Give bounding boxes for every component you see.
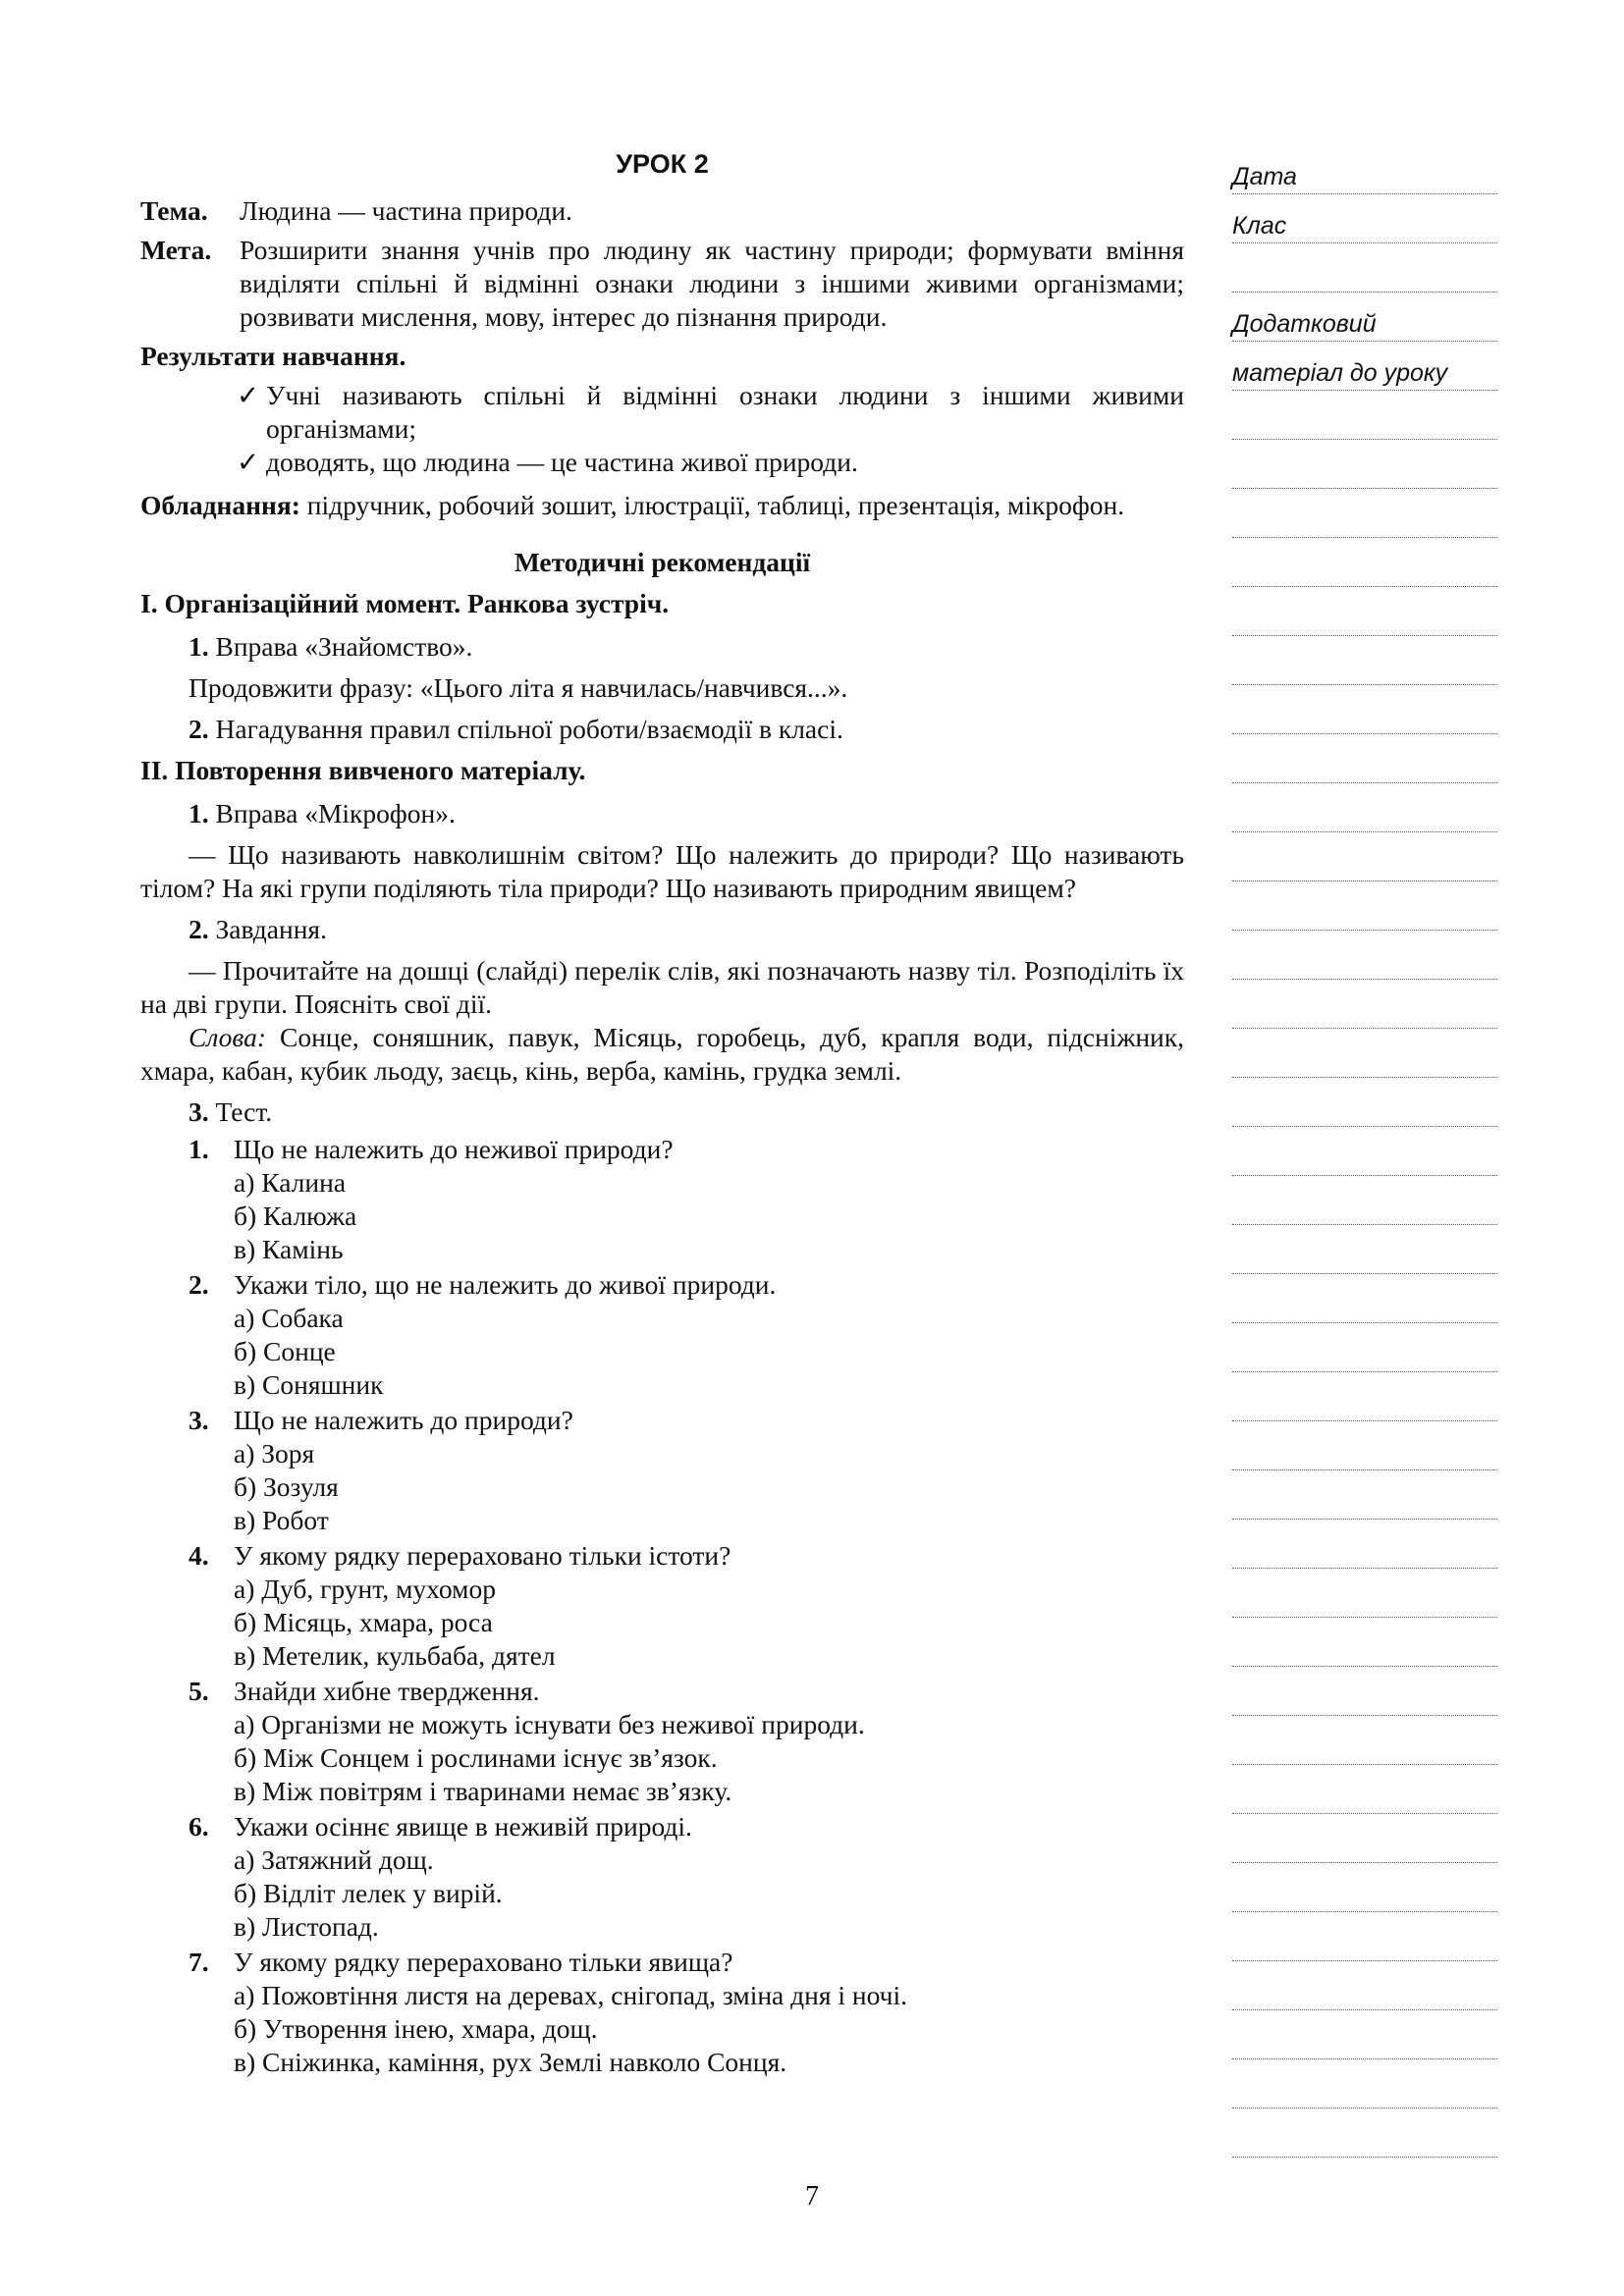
- words-label: Слова:: [189, 1022, 267, 1052]
- option-a: а) Зоря: [234, 1438, 315, 1468]
- goal-label: Мета.: [140, 235, 212, 265]
- answer-options: [234, 1573, 1184, 1673]
- question-number: 2.: [189, 1269, 209, 1300]
- blank-line: [1232, 1274, 1497, 1323]
- blank-line: [1232, 1618, 1497, 1667]
- blank-line: [1232, 1716, 1497, 1765]
- blank-line: [1232, 1814, 1497, 1863]
- results-label: Результати навчання.: [140, 341, 406, 371]
- test-question: [189, 1133, 1184, 1266]
- equipment-text: підручник, робочий зошит, ілюстрації, таблиці, презентація, мікрофон.: [306, 490, 1125, 520]
- option-b: б) Зозуля: [234, 1471, 339, 1502]
- blank-line: [1232, 1225, 1497, 1274]
- blank-line: [1232, 391, 1497, 440]
- blank-line: [1232, 1863, 1497, 1912]
- date-line: [1232, 145, 1497, 194]
- topic-row: [140, 194, 1184, 228]
- blank-line: [1232, 1569, 1497, 1618]
- blank-line: [1232, 783, 1497, 832]
- blank-line: [1232, 1029, 1497, 1078]
- section1-item1: 1. Вправа «Знайомство».: [189, 631, 473, 662]
- method-heading: Методичні рекомендації: [514, 547, 811, 577]
- blank-line: [1232, 685, 1497, 734]
- option-b: б) Відліт лелек у вирій.: [234, 1878, 503, 1908]
- goal-row: [140, 234, 1184, 334]
- answer-options: [234, 1302, 1184, 1402]
- question-row: [189, 1675, 1184, 1708]
- section1-title: I. Організаційний момент. Ранкова зустріч.: [140, 588, 670, 618]
- equipment-row: [140, 489, 1184, 522]
- section2-item1: 1. Вправа «Мікрофон».: [189, 798, 456, 828]
- blank-line: [1232, 1961, 1497, 2010]
- question-row: [189, 1810, 1184, 1843]
- extra-line-2: [1232, 342, 1497, 391]
- blank-line: [1232, 1176, 1497, 1225]
- topic-text: Людина — частина природи.: [240, 195, 572, 226]
- section1-item1-text: Продовжити фразу: «Цього літа я навчилась/навчився...».: [189, 672, 848, 703]
- question-row: [189, 1133, 1184, 1166]
- topic-label: Тема.: [140, 195, 208, 226]
- option-c: в) Робот: [234, 1505, 329, 1535]
- option-c: в) Між повітрям і тваринами немає зв’язку.: [234, 1776, 732, 1806]
- question-text: Що не належить до неживої природи?: [234, 1134, 674, 1164]
- blank-line: [1232, 734, 1497, 783]
- option-a: а) Пожовтіння листя на деревах, снігопад, зміна дня і ночі.: [234, 1980, 907, 2010]
- extra-line-1: [1232, 293, 1497, 342]
- test-question: [189, 1268, 1184, 1402]
- answer-options: [234, 1708, 1184, 1808]
- goal-text: Розширити знання учнів про людину як частину природи; формувати вміння виділяти спільні й відмінні ознаки людини з іншими живими організмами; розвивати мислення, мову, інтерес до пізнання природи.: [240, 235, 1184, 332]
- answer-options: [234, 1979, 1184, 2079]
- option-c: в) Метелик, кульбаба, дятел: [234, 1640, 556, 1671]
- test-question: [189, 1946, 1184, 2079]
- blank-line: [1232, 980, 1497, 1029]
- option-c: в) Соняшник: [234, 1369, 384, 1400]
- extra-label-1: Додатковий: [1232, 310, 1377, 338]
- question-text: У якому рядку перераховано тільки явища?: [234, 1947, 733, 1977]
- option-c: в) Сніжинка, каміння, рух Землі навколо Сонця.: [234, 2047, 787, 2077]
- option-c: в) Камінь: [234, 1234, 344, 1264]
- option-a: а) Організми не можуть існувати без неживої природи.: [234, 1709, 865, 1739]
- question-number: 5.: [189, 1676, 209, 1706]
- option-a: а) Дуб, грунт, мухомор: [234, 1574, 496, 1604]
- check-icon: ✓: [237, 380, 260, 410]
- test-list: [189, 1133, 1184, 2079]
- class-line: [1232, 194, 1497, 243]
- blank-line: [1232, 931, 1497, 980]
- blank-line: [1232, 1372, 1497, 1421]
- notes-sidebar: [1232, 145, 1497, 2158]
- lesson-title: УРОК 2: [616, 149, 709, 179]
- question-row: [189, 1404, 1184, 1437]
- option-b: б) Місяць, хмара, роса: [234, 1607, 493, 1637]
- blank-line: [1232, 1323, 1497, 1372]
- section2-item3: 3. Тест.: [189, 1096, 273, 1127]
- option-a: а) Затяжний дощ.: [234, 1844, 434, 1875]
- option-a: а) Калина: [234, 1167, 347, 1198]
- question-text: Знайди хибне твердження.: [234, 1676, 540, 1706]
- option-b: б) Калюжа: [234, 1201, 357, 1231]
- blank-line: [1232, 2109, 1497, 2158]
- answer-options: [234, 1166, 1184, 1266]
- test-question: [189, 1539, 1184, 1673]
- blank-line: [1232, 2059, 1497, 2109]
- section2-item2: 2. Завдання.: [189, 914, 327, 944]
- question-row: [189, 1946, 1184, 1979]
- check-icon: ✓: [237, 447, 260, 477]
- blank-line: [1232, 243, 1497, 293]
- blank-line: [1232, 587, 1497, 636]
- blank-lines: [1232, 391, 1497, 2158]
- blank-line: [1232, 538, 1497, 587]
- blank-line: [1232, 881, 1497, 931]
- blank-line: [1232, 1127, 1497, 1176]
- blank-line: [1232, 832, 1497, 881]
- blank-line: [1232, 1765, 1497, 1814]
- section2-item2-text: — Прочитайте на дошці (слайді) перелік слів, які позначають назву тіл. Розподіліть їх на дві групи. Поясніть свої дії.: [140, 955, 1184, 1019]
- main-column: [140, 147, 1184, 2081]
- section2-title: II. Повторення вивченого матеріалу.: [140, 755, 586, 785]
- question-number: 1.: [189, 1134, 209, 1164]
- question-number: 3.: [189, 1405, 209, 1435]
- test-question: [189, 1404, 1184, 1537]
- option-a: а) Собака: [234, 1303, 344, 1333]
- answer-options: [234, 1437, 1184, 1537]
- blank-line: [1232, 440, 1497, 489]
- date-label: Дата: [1232, 163, 1297, 190]
- results-list: [237, 379, 1184, 479]
- question-text: Укажи тіло, що не належить до живої природи.: [234, 1269, 777, 1300]
- test-question: [189, 1810, 1184, 1944]
- result-item: ✓ доводять, що людина — це частина живої природи.: [237, 447, 858, 477]
- blank-line: [1232, 636, 1497, 685]
- option-b: б) Сонце: [234, 1336, 336, 1366]
- question-number: 6.: [189, 1811, 209, 1842]
- blank-line: [1232, 1470, 1497, 1520]
- page-number: 7: [805, 2181, 819, 2212]
- question-text: У якому рядку перераховано тільки істоти?: [234, 1540, 731, 1571]
- words-list: Слова: Сонце, соняшник, павук, Місяць, горобець, дуб, крапля води, підсніжник, хмара, кабан, кубик льоду, заєць, кінь, верба, камінь, грудка землі.: [140, 1022, 1185, 1086]
- blank-line: [1232, 1078, 1497, 1127]
- question-row: [189, 1539, 1184, 1573]
- question-number: 7.: [189, 1947, 209, 1977]
- blank-line: [1232, 489, 1497, 538]
- class-label: Клас: [1232, 212, 1287, 240]
- question-number: 4.: [189, 1540, 209, 1571]
- test-question: [189, 1675, 1184, 1808]
- blank-line: [1232, 1912, 1497, 1961]
- blank-line: [1232, 2010, 1497, 2059]
- option-b: б) Утворення інею, хмара, дощ.: [234, 2013, 598, 2044]
- question-text: Що не належить до природи?: [234, 1405, 573, 1435]
- blank-line: [1232, 1667, 1497, 1716]
- option-b: б) Між Сонцем і рослинами існує зв’язок.: [234, 1742, 718, 1773]
- section2-item1-text: — Що називають навколишнім світом? Що належить до природи? Що називають тілом? На які групи поділяють тіла природи? Що називають природним явищем?: [140, 839, 1184, 903]
- section1-item2: 2. Нагадування правил спільної роботи/взаємодії в класі.: [189, 714, 843, 744]
- extra-label-2: матеріал до уроку: [1232, 359, 1448, 387]
- blank-line: [1232, 1520, 1497, 1569]
- option-c: в) Листопад.: [234, 1911, 379, 1942]
- equipment-label: Обладнання:: [140, 490, 300, 520]
- answer-options: [234, 1843, 1184, 1944]
- result-item: ✓ Учні називають спільні й відмінні ознаки людини з іншими живими організмами;: [237, 380, 1184, 444]
- blank-line: [1232, 1421, 1497, 1470]
- question-row: [189, 1268, 1184, 1302]
- question-text: Укажи осіннє явище в неживій природі.: [234, 1811, 692, 1842]
